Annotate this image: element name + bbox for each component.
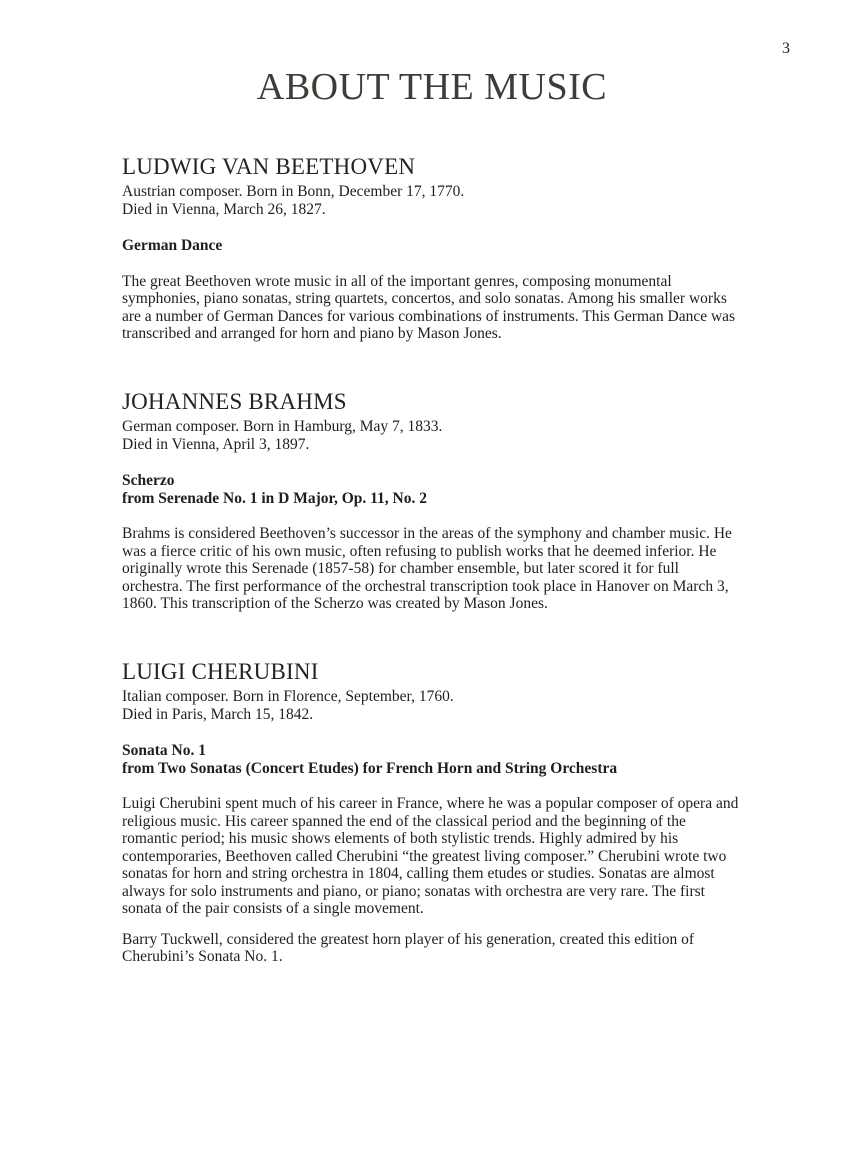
composer-name: LUDWIG VAN BEETHOVEN <box>122 154 416 179</box>
composer-section-brahms <box>122 389 742 613</box>
composer-bio <box>122 418 742 453</box>
work-title-line: from Two Sonatas (Concert Etudes) for French Horn and String Orchestra <box>122 759 618 777</box>
section-paragraph: Brahms is considered Beethoven’s successor in the areas of the symphony and chamber music. He was a fierce critic of his own music, often refusing to publish works that he deemed inferior. He originally wrote this Serenade (1857-58) for chamber ensemble, but later scored it for full orchestra. The first performance of the orchestral transcription took place in Hanover on March 3, 1860. This transcription of the Scherzo was created by Mason Jones. <box>122 525 732 613</box>
bio-line: Died in Vienna, April 3, 1897. <box>122 435 310 453</box>
section-paragraph: Luigi Cherubini spent much of his career in France, where he was a popular composer of opera and religious music. His career spanned the end of the classical period and the beginning of the romantic period; his music shows elements of both stylistic trends. Highly admired by his contemporaries, Beethoven called Cherubini “the greatest living composer.” Cherubini wrote two sonatas for horn and string orchestra in 1804, calling them etudes or studies. Sonatas are almost always for solo instruments and piano, or piano; sonatas with orchestra are very rare. The first sonata of the pair consists of a single movement. <box>122 795 739 918</box>
composer-section-beethoven <box>122 154 742 343</box>
composer-name: LUIGI CHERUBINI <box>122 658 319 684</box>
work-title-line: from Serenade No. 1 in D Major, Op. 11, No. 2 <box>122 489 427 507</box>
section-paragraph: The great Beethoven wrote music in all of the important genres, composing monumental symphonies, piano sonatas, string quartets, concertos, and solo sonatas. Among his smaller works are a number of German Dances for various combinations of instruments. This German Dance was transcribed and arranged for horn and piano by Mason Jones. <box>122 272 736 343</box>
bio-line: Italian composer. Born in Florence, September, 1760. <box>122 688 454 706</box>
bio-line: Austrian composer. Born in Bonn, December 17, 1770. <box>122 183 465 201</box>
page-number: 3 <box>782 40 790 57</box>
composer-bio <box>122 688 742 723</box>
work-title-line: Scherzo <box>122 472 175 490</box>
section-paragraph: Barry Tuckwell, considered the greatest horn player of his generation, created this edition of Cherubini’s Sonata No. 1. <box>122 930 695 966</box>
bio-line: German composer. Born in Hamburg, May 7, 1833. <box>122 418 443 436</box>
work-title <box>122 237 742 255</box>
composer-section-cherubini <box>122 659 742 966</box>
page-content <box>122 154 742 966</box>
bio-line: Died in Vienna, March 26, 1827. <box>122 200 326 218</box>
page-title: ABOUT THE MUSIC <box>256 66 608 108</box>
work-title-line: Sonata No. 1 <box>122 742 206 760</box>
work-title <box>122 472 742 507</box>
work-title-line: German Dance <box>122 237 223 255</box>
composer-name: JOHANNES BRAHMS <box>122 388 347 414</box>
composer-bio <box>122 183 742 218</box>
bio-line: Died in Paris, March 15, 1842. <box>122 705 314 723</box>
work-title <box>122 742 742 777</box>
